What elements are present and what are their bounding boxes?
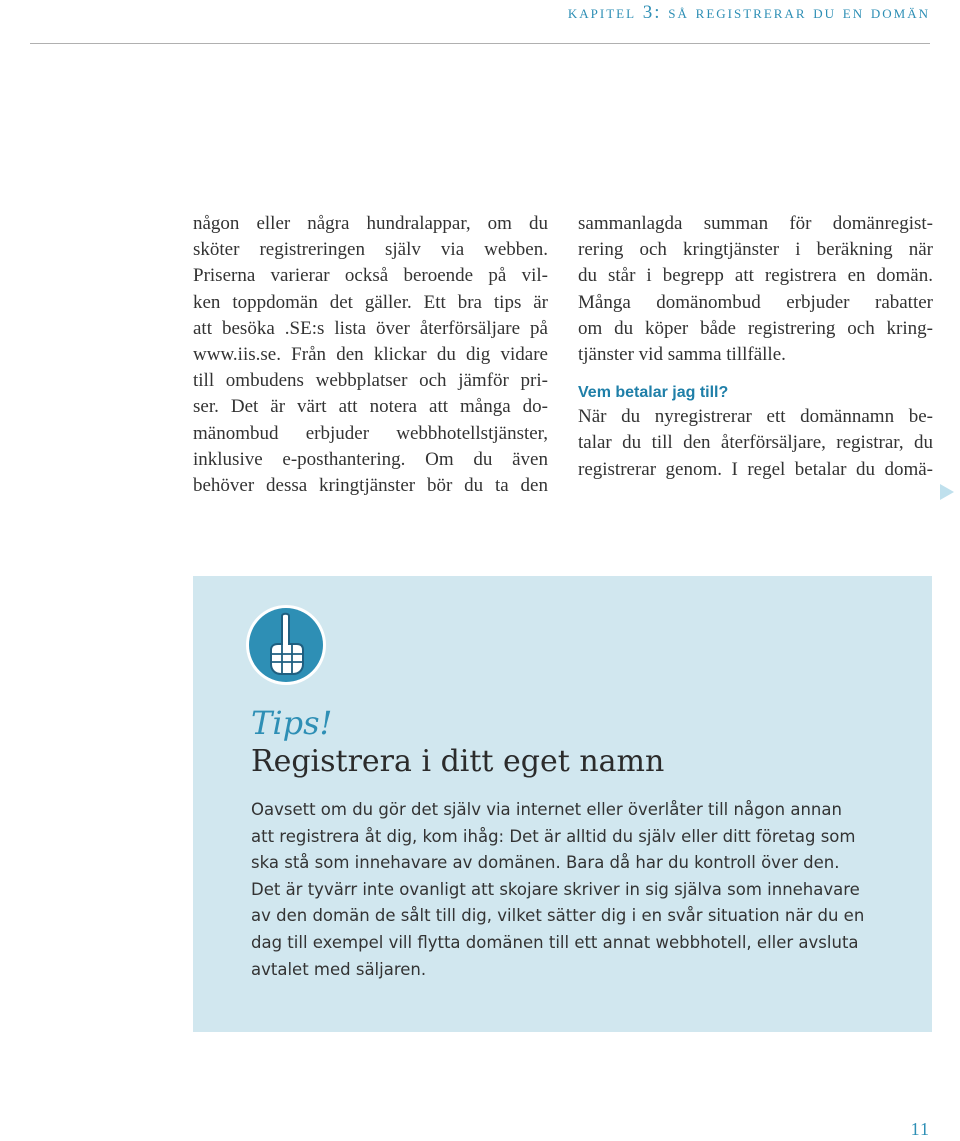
header-divider (30, 43, 930, 44)
body-line: talar du till den återförsäljare, registrar, du (578, 432, 933, 454)
tips-line: att registrera åt dig, kom ihåg: Det är alltid du själv eller ditt företag som (251, 826, 856, 846)
page-number: 11 (910, 1119, 930, 1139)
body-line: behöver dessa kringtjänster bör du ta den (193, 475, 548, 497)
left-column (193, 211, 548, 499)
body-line: någon eller några hundralappar, om du (193, 213, 548, 234)
pointing-finger-icon (245, 604, 327, 686)
body-line: www.iis.se. Från den klickar du dig vidare (193, 344, 548, 366)
body-line: till ombudens webbplatser och jämför pri- (193, 370, 548, 392)
body-line: rering och kringtjänster i beräkning när (578, 239, 933, 261)
section-subheading: Vem betalar jag till? (578, 384, 729, 402)
body-line: att besöka .SE:s lista över återförsäljare på (193, 317, 548, 339)
tips-line: Det är tyvärr inte ovanligt att skojare skriver in sig själva som innehavare (251, 879, 860, 899)
body-line: sköter registreringen själv via webben. (193, 239, 548, 261)
body-line: Priserna varierar också beroende på vil- (193, 265, 548, 287)
tips-box (193, 576, 932, 1032)
body-line: Många domänombud erbjuder rabatter (578, 291, 933, 313)
tips-label: Tips! (251, 704, 333, 742)
tips-line: Oavsett om du gör det själv via internet eller överlåter till någon annan (251, 800, 842, 819)
body-line: registrerar genom. I regel betalar du domä- (578, 458, 933, 480)
body-line: du står i begrepp att registrera en domän. (578, 265, 933, 287)
tips-line: dag till exempel vill flytta domänen till ett annat webbhotell, eller avsluta (251, 932, 859, 952)
tips-line: avtalet med säljaren. (251, 959, 427, 979)
right-column (578, 211, 933, 483)
body-line: ken toppdomän det gäller. Ett bra tips är (193, 291, 548, 313)
body-line: mänombud erbjuder webbhotellstjänster, (193, 422, 548, 444)
body-line: om du köper både registrering och kring- (578, 317, 933, 339)
tips-title: Registrera i ditt eget namn (251, 744, 665, 779)
body-line: inklusive e-posthantering. Om du även (193, 448, 548, 470)
body-line: När du nyregistrerar ett domännamn be- (578, 406, 933, 428)
body-line: ser. Det är värt att notera att många do- (193, 396, 548, 418)
running-header: kapitel 3: så registrerar du en domän (567, 2, 930, 23)
body-line: sammanlagda summan för domänregist- (578, 213, 933, 234)
tips-line: ska stå som innehavare av domänen. Bara då har du kontroll över den. (251, 853, 840, 873)
tips-line: av den domän de sålt till dig, vilket sätter dig i en svår situation när du en (251, 906, 865, 926)
continue-arrow-icon (940, 484, 954, 500)
body-line: tjänster vid samma tillfälle. (578, 344, 786, 366)
tips-body (251, 797, 871, 983)
